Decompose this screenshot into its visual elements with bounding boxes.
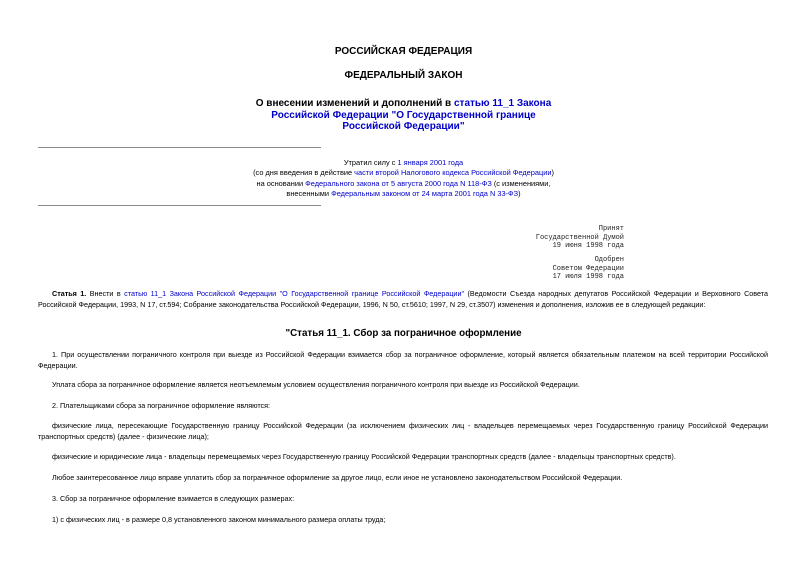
section-title: "Статья 11_1. Сбор за пограничное оформление (285, 328, 522, 339)
adoption-line: Принят (598, 225, 624, 233)
doc-type-heading: ФЕДЕРАЛЬНЫЙ ЗАКОН (344, 70, 463, 81)
lapse-text: ) (518, 188, 521, 198)
divider-bottom (38, 205, 321, 206)
divider-top (38, 147, 321, 148)
paragraph: физические и юридические лица - владельцы перемещаемых через Государственную границу Российской Федерации транспортных средств (далее - владельцы транспортных средств). (52, 452, 676, 461)
lapse-text: (со дня введения в действие (253, 168, 355, 178)
article-1-text: Внести в (86, 289, 125, 298)
adoption-line: Советом Федерации (552, 264, 624, 273)
adoption-duma (536, 225, 624, 251)
law-title (0, 98, 807, 133)
lapse-text: на основании (256, 178, 306, 188)
adoption-line: 17 июля 1998 года (552, 273, 624, 281)
paragraph: 1. При осуществлении пограничного контроля при выезде из Российской Федерации взимается сбор за пограничное оформление, который является обязательным платежом на всей территории Российской Федерации. (38, 350, 768, 370)
tax-code-link[interactable]: части второй Налогового кодекса Российской Федерации (354, 168, 552, 178)
title-link-article[interactable]: статью 11_1 Закона (453, 98, 552, 109)
title-prefix: О внесении изменений и дополнений в (255, 98, 454, 109)
lapse-line-1 (0, 158, 807, 168)
title-link-law[interactable]: Российской Федерации "О Государственной границе (271, 109, 536, 121)
adoption-line: Одобрен (594, 256, 624, 264)
law-118-link[interactable]: Федерального закона от 5 августа 2000 года N 118-ФЗ (305, 178, 492, 188)
article-1-paragraph (38, 289, 768, 310)
lapse-date-link[interactable]: 1 января 2001 года (397, 158, 464, 167)
article-1-label: Статья 1. (52, 289, 87, 298)
lapse-line-2 (0, 168, 807, 178)
adoption-line: Государственной Думой (535, 233, 624, 242)
country-heading: РОССИЙСКАЯ ФЕДЕРАЦИЯ (334, 46, 473, 57)
lapse-text: Утратил силу с (343, 158, 398, 167)
lapse-text: (с изменениями, (491, 178, 551, 188)
paragraph: Уплата сбора за пограничное оформление является неотъемлемым условием осуществления пограничного контроля при выезде из Российской Федерации. (52, 380, 580, 389)
article-1-link[interactable]: статью 11_1 Закона Российской Федерации "О Государственной границе Российской Федерации" (124, 289, 465, 298)
adoption-line: 19 июня 1998 года (552, 242, 624, 250)
lapse-line-4 (0, 189, 807, 199)
lapse-line-3 (0, 179, 807, 189)
article-1-text: (Ведомости Съезда народных депутатов Российской Федерации и Верховного Совета Российской Федерации, 1993, N 17, ст.594; Собрание законодательства Российской Федерации, 1996, N 50, ст.5610; 1997, N 29, ст.3507) изменения и дополнения, изложив ее в следующей редакции: (38, 289, 768, 309)
lapse-note (0, 158, 807, 199)
paragraph: 1) с физических лиц - в размере 0,8 установленного законом минимального размера оплаты труда; (52, 515, 386, 524)
paragraph: Любое заинтересованное лицо вправе уплатить сбор за пограничное оформление за другое лицо, если иное не установлено законодательством Российской Федерации. (52, 473, 623, 482)
adoption-council (553, 256, 624, 282)
paragraph: 2. Плательщиками сбора за пограничное оформление являются: (52, 401, 271, 410)
lapse-text: ) (551, 168, 554, 178)
lapse-text: внесенными (286, 188, 332, 198)
law-33-link[interactable]: Федеральным законом от 24 марта 2001 года N 33-ФЗ (331, 188, 519, 198)
paragraph: физические лица, пересекающие Государственную границу Российской Федерации (за исключением физических лиц - владельцев перемещаемых через Государственную границу Российской Федерации транспортных средств) (далее - физические лица); (38, 421, 768, 441)
paragraph: 3. Сбор за пограничное оформление взимается в следующих размерах: (52, 494, 295, 503)
title-link-law-end[interactable]: Российской Федерации" (342, 121, 465, 132)
